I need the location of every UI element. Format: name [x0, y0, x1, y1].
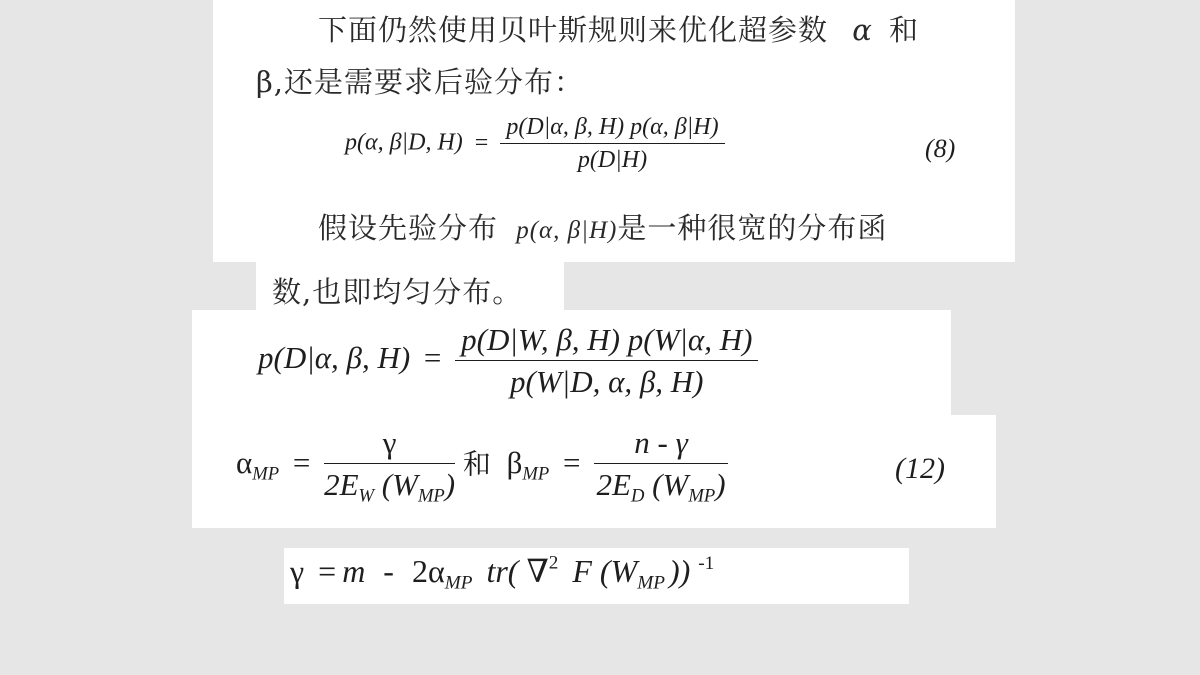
den2-2E: 2E [596, 467, 631, 502]
alpha-numerator: γ [324, 425, 455, 464]
den1-sub-w: W [358, 485, 375, 507]
nabla-symbol: ∇ [526, 553, 549, 589]
eq8-numerator: p(D|α, β, H) p(α, β|H) [500, 114, 724, 144]
inverse-exponent: -1 [698, 552, 715, 574]
W-var: (W [599, 553, 638, 589]
eq8-denominator: p(D|H) [577, 147, 648, 173]
alpha-char: α [236, 445, 253, 481]
eq12-equals-2: = [563, 445, 581, 481]
evidence-numerator: p(D|W, β, H) p(W|α, H) [455, 322, 758, 361]
alpha-symbol: α [852, 13, 873, 47]
paragraph-line-2: β,还是需要求后验分布： [256, 65, 584, 99]
gamma-minus: - [383, 553, 394, 589]
beta-numerator: n - γ [594, 425, 728, 464]
evidence-denominator: p(W|D, α, β, H) [510, 364, 704, 399]
equation-8 [345, 114, 725, 174]
eq12-equals-1: = [292, 445, 311, 481]
evidence-fraction [455, 322, 758, 400]
eq12-label: (12) [895, 452, 945, 485]
alpha-denominator [324, 464, 455, 508]
beta-denominator [594, 464, 728, 508]
beta-char: β [506, 445, 523, 481]
eq8-label: (8) [925, 134, 956, 163]
F-var: F [572, 553, 592, 589]
eq8-lhs: p(α, β|D, H) [345, 129, 463, 156]
prior-expression: p(α, β|H) [516, 217, 618, 244]
equation-12 [236, 425, 728, 508]
line1-text: 下面仍然使用贝叶斯规则来优化超参数 [318, 13, 829, 47]
paragraph-line-4: 数,也即均匀分布。 [272, 275, 523, 309]
close-parens: )) [668, 553, 691, 589]
alpha-mp [236, 445, 280, 485]
evidence-equals: = [423, 340, 442, 376]
W-sub-mp: MP [637, 572, 665, 594]
two-alpha: 2α [411, 553, 445, 589]
den2-sub-mp: MP [688, 485, 716, 507]
gamma-char: γ [290, 553, 305, 589]
m-var: m [342, 553, 366, 589]
he-text: 和 [889, 13, 920, 47]
eq12-he: 和 [462, 447, 491, 481]
evidence-lhs: p(D|α, β, H) [258, 340, 411, 376]
line3-pre: 假设先验分布 [318, 211, 499, 245]
gamma-equation [290, 552, 714, 595]
alpha-sub-mp: MP [252, 463, 280, 485]
den2-close: ) [715, 467, 726, 502]
den1-W: (W [381, 467, 418, 502]
alpha-fraction [324, 425, 455, 508]
paragraph-line-1 [318, 8, 919, 49]
line3-post: 是一种很宽的分布函 [617, 211, 888, 245]
den1-2E: 2E [324, 467, 359, 502]
paragraph-line-3 [318, 206, 887, 247]
nabla-sq: 2 [548, 552, 559, 574]
den1-sub-mp: MP [417, 485, 445, 507]
eq8-fraction [500, 114, 724, 174]
beta-sub-mp: MP [522, 463, 550, 485]
den2-W: (W [652, 467, 689, 502]
trace-op: tr( [486, 553, 519, 589]
beta-mp [506, 445, 550, 485]
den2-sub-d: D [630, 485, 645, 507]
gamma-equals: = [318, 553, 337, 589]
gamma-sub-mp: MP [444, 572, 473, 594]
evidence-equation [258, 322, 758, 400]
den1-close: ) [444, 467, 456, 502]
eq8-equals: = [474, 129, 489, 156]
beta-fraction [594, 425, 728, 508]
